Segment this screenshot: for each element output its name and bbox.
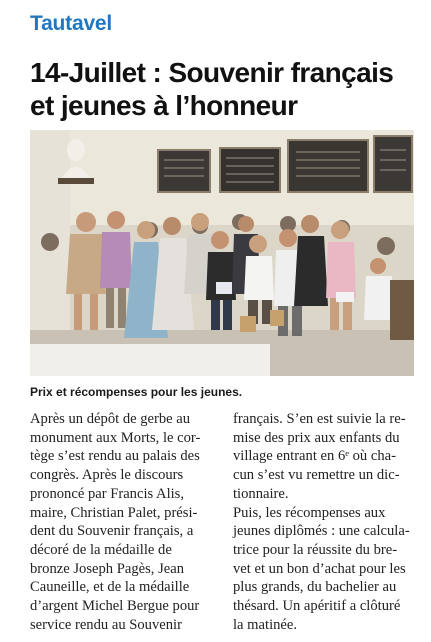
- body-line: la matinée.: [233, 616, 298, 633]
- article-photo: [30, 130, 414, 376]
- body-line: tionnaire.: [233, 485, 289, 502]
- article-body-column-1: [30, 410, 215, 634]
- body-line: congrès. Après le discours: [30, 467, 184, 484]
- body-line: village entrant en 6ᵉ où cha-: [233, 448, 396, 465]
- body-line: vet et un bon d’achat pour les: [233, 560, 406, 577]
- body-line: mise des prix aux enfants du: [233, 429, 400, 446]
- body-line: plus grands, du bachelier au: [233, 579, 397, 596]
- article-headline: [30, 56, 425, 122]
- body-line: jeunes diplômés : une calcula-: [233, 523, 410, 540]
- body-line: Puis, les récompenses aux: [233, 504, 386, 521]
- body-line: service rendu au Souvenir: [30, 616, 182, 633]
- section-kicker: Tautavel: [30, 12, 113, 35]
- headline-line-1: 14-Juillet : Souvenir français: [30, 57, 394, 88]
- body-line: prononcé par Francis Alis,: [30, 485, 185, 502]
- body-line: décoré de la médaille de: [30, 541, 172, 558]
- ceremony-photo-illustration: [30, 130, 414, 376]
- body-line: bronze Joseph Pagès, Jean: [30, 560, 185, 577]
- body-line: thésard. Un apéritif a clôturé: [233, 598, 401, 615]
- article-body-column-2: [233, 410, 418, 634]
- headline-line-2: et jeunes à l’honneur: [30, 90, 298, 121]
- photo-caption: Prix et récompenses pour les jeunes.: [30, 385, 243, 399]
- body-line: dent du Souvenir français, a: [30, 523, 194, 540]
- body-line: tège s’est rendu au palais des: [30, 448, 200, 465]
- body-line: trice pour la réussite du bre-: [233, 541, 398, 558]
- body-line: d’argent Michel Bergue pour: [30, 598, 200, 615]
- body-line: Après un dépôt de gerbe au: [30, 411, 191, 427]
- body-line: français. S’en est suivie la re-: [233, 411, 406, 427]
- body-line: maire, Christian Palet, prési-: [30, 504, 198, 521]
- body-line: monument aux Morts, le cor-: [30, 429, 201, 446]
- body-line: cun s’est vu remettre un dic-: [233, 467, 400, 484]
- body-line: Cauneille, et de la médaille: [30, 579, 190, 596]
